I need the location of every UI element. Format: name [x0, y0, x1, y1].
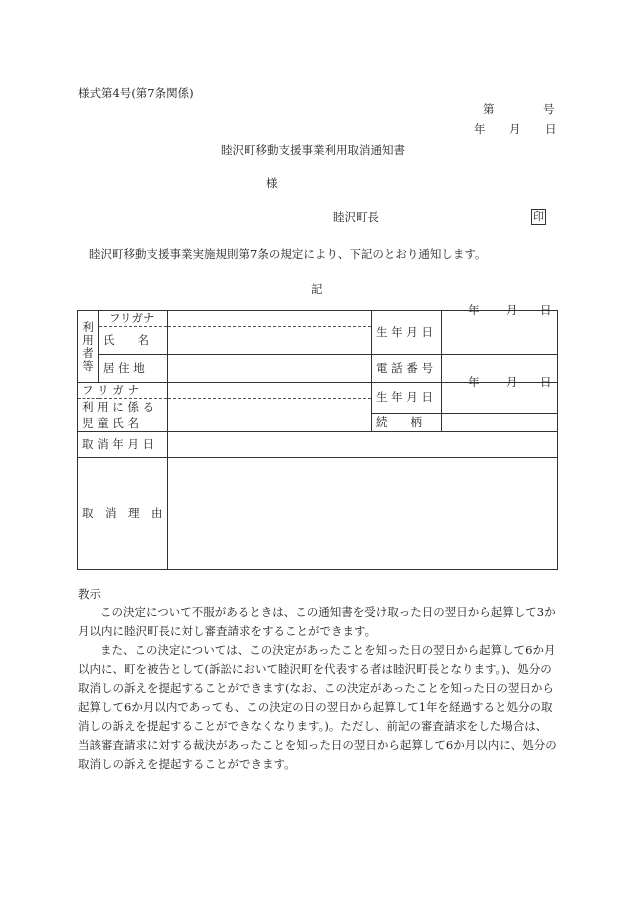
child-birth-date-label: 生 年 月 日: [372, 383, 442, 414]
furigana-label: フリガナ: [99, 311, 168, 327]
cancel-date-field[interactable]: [168, 432, 558, 458]
date-year: 年: [474, 122, 486, 136]
birth-month: 月: [506, 303, 518, 317]
birth-date-label: 生 年 月 日: [372, 311, 442, 355]
birth-date-field[interactable]: [442, 303, 558, 355]
address-field[interactable]: [168, 355, 372, 383]
form-number: 様式第4号(第7条関係): [78, 86, 194, 100]
birth-year: 年: [468, 303, 480, 317]
date-month: 月: [509, 122, 521, 136]
issuer: 睦沢町長: [333, 210, 379, 224]
notice-heading: 教示: [78, 587, 101, 601]
child-furigana-label: フ リ ガ ナ: [78, 383, 168, 399]
date-day: 日: [545, 122, 557, 136]
cancel-date-label: 取 消 年 月 日: [78, 432, 168, 458]
notice-body: [78, 603, 558, 774]
document-number-dai: 第: [483, 102, 495, 116]
cancel-reason-label: 取 消 理 由: [78, 458, 168, 570]
name-field[interactable]: [168, 327, 372, 355]
child-furigana-field[interactable]: [168, 383, 372, 399]
recipient-suffix: 様: [266, 176, 278, 190]
child-birth-month: 月: [506, 375, 518, 389]
ki-heading: 記: [311, 282, 323, 296]
seal-stamp: 印: [533, 210, 544, 223]
notice-paragraph-2: また、この決定については、この決定があったことを知った日の翌日から起算して6か月以内に、町を被告として(訴訟において睦沢町を代表する者は睦沢町長となります。)、処分の取消しの訴えを提起することができます(なお、この決定があったことを知った日の翌日から起算して6か月以内であっても、この決定の日の翌日から起算して1年を経過すると処分の取消しの訴えを提起することができなくなります。)。ただし、前記の審査請求をした場合は、当該審査請求に対する裁決があったことを知った日の翌日から起算して6か月以内に、処分の取消しの訴えを提起することができます。: [78, 643, 557, 771]
cancellation-form-table: [77, 303, 558, 570]
relationship-label: 続 柄: [372, 414, 442, 432]
document-number-go: 号: [543, 102, 555, 116]
relationship-field[interactable]: [442, 414, 558, 432]
child-birth-day: 日: [540, 375, 552, 389]
child-name-label: 利 用 に 係 る 児 童 氏 名: [78, 399, 168, 432]
cancel-reason-field[interactable]: [168, 458, 558, 570]
user-group-label: 利 用 者 等: [78, 311, 99, 383]
child-birth-date-field[interactable]: [442, 375, 558, 414]
intro-text: 睦沢町移動支援事業実施規則第7条の規定により、下記のとおり通知します。: [89, 247, 487, 261]
birth-day: 日: [540, 303, 552, 317]
name-label: 氏 名: [99, 327, 168, 355]
address-label: 居 住 地: [99, 355, 168, 383]
phone-label: 電 話 番 号: [372, 355, 442, 383]
furigana-field[interactable]: [168, 311, 372, 327]
child-birth-year: 年: [468, 375, 480, 389]
document-title: 睦沢町移動支援事業利用取消通知書: [221, 143, 405, 157]
notice-paragraph-1: この決定について不服があるときは、この通知書を受け取った日の翌日から起算して3か月以内に睦沢町長に対し審査請求をすることができます。: [78, 605, 556, 638]
child-name-field[interactable]: [168, 399, 372, 432]
